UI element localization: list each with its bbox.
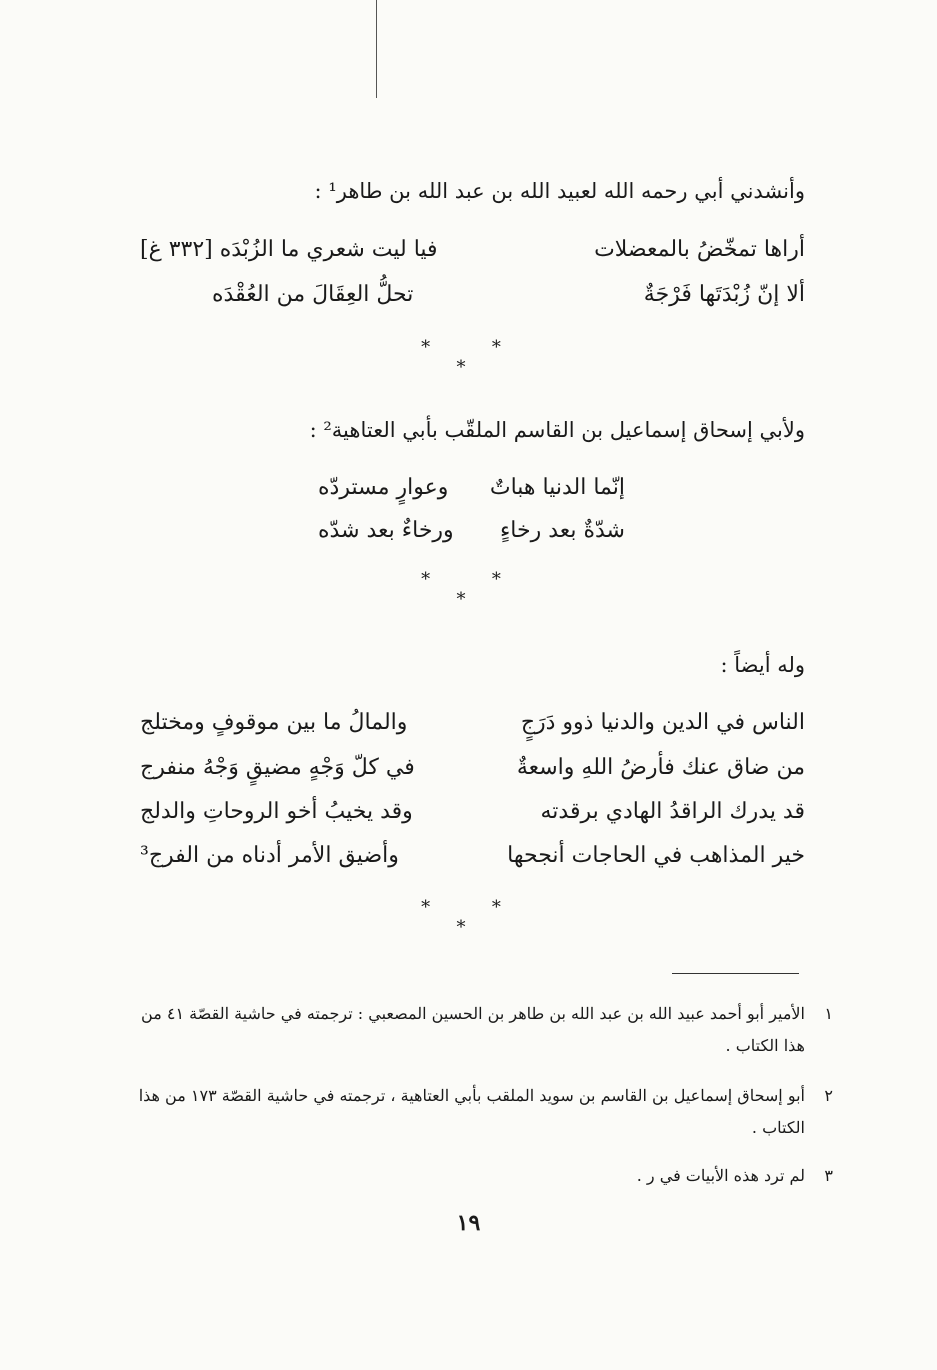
section-1-verse-1-first: أراها تمخّضُ بالمعضلات — [594, 237, 805, 262]
footnote-3-number: ٣ — [824, 1166, 833, 1185]
separator-1: * * * — [421, 337, 529, 378]
section-3-verse-3-first: قد يدرك الراقدُ الهادي برقدته — [540, 799, 805, 824]
footnote-1-text: الأمير أبو أحمد عبيد الله بن عبد الله بن طاهر بن الحسين المصعبي : ترجمته في حاشية القصّة ٤١ من هذا الكتاب . — [141, 1004, 805, 1055]
page-number: ١٩ — [456, 1210, 481, 1236]
section-2-verse-1-first: إنّما الدنيا هباتٌ — [489, 475, 625, 500]
separator-2: * * * — [421, 569, 529, 610]
section-3-intro: وله أيضاً : — [720, 653, 805, 677]
footnote-3 — [115, 1160, 833, 1192]
section-3-verse-4-first: خير المذاهب في الحاجات أنجحها — [507, 843, 805, 868]
section-2-verse-2-second: ورخاءٌ بعد شدّه — [318, 518, 454, 543]
footnote-2 — [115, 1080, 833, 1144]
section-3-verse-1-first: الناس في الدين والدنيا ذوو دَرَجٍ — [520, 710, 805, 735]
section-2-verse-1-second: وعوارٍ مستردّه — [318, 475, 449, 500]
section-1-verse-2-second: تحلُّ العِقَالَ من العُقْدَه — [212, 282, 414, 307]
section-3-verse-2-first: من ضاق عنك فأرضُ اللهِ واسعةٌ — [516, 755, 805, 780]
footnote-rule — [672, 973, 799, 974]
section-1-verse-1-second: فيا ليت شعري ما الزُبْدَه [٣٣٢ غ] — [140, 237, 438, 262]
footnote-2-number: ٢ — [824, 1086, 833, 1105]
top-margin-line — [376, 0, 377, 98]
footnote-3-text: لم ترد هذه الأبيات في ر . — [636, 1166, 805, 1185]
section-3-verse-4-second: وأضيق الأمر أدناه من الفرج³ — [140, 843, 399, 868]
footnote-1-number: ١ — [824, 1004, 833, 1023]
footnote-1 — [115, 998, 833, 1062]
section-2-verse-2-first: شدّةٌ بعد رخاءٍ — [499, 518, 625, 543]
section-3-verse-3-second: وقد يخيبُ أخو الروحاتِ والدلج — [140, 799, 413, 824]
section-3-verse-2-second: في كلّ وَجْهٍ مضيقٍ وَجْهُ منفرج — [140, 755, 415, 780]
section-2-intro: ولأبي إسحاق إسماعيل بن القاسم الملقّب بأبي العتاهية² : — [309, 418, 805, 442]
section-1-intro: وأنشدني أبي رحمه الله لعبيد الله بن عبد الله بن طاهر¹ : — [314, 179, 805, 203]
separator-3: * * * — [421, 897, 529, 938]
footnote-2-text: أبو إسحاق إسماعيل بن القاسم بن سويد الملقب بأبي العتاهية ، ترجمته في حاشية القصّة ١٧٣ من هذا الكتاب . — [138, 1086, 805, 1137]
section-3-verse-1-second: والمالُ ما بين موقوفٍ ومختلج — [140, 710, 408, 735]
section-1-verse-2-first: ألا إنّ زُبْدَتَها فَرْجَةٌ — [643, 282, 805, 307]
